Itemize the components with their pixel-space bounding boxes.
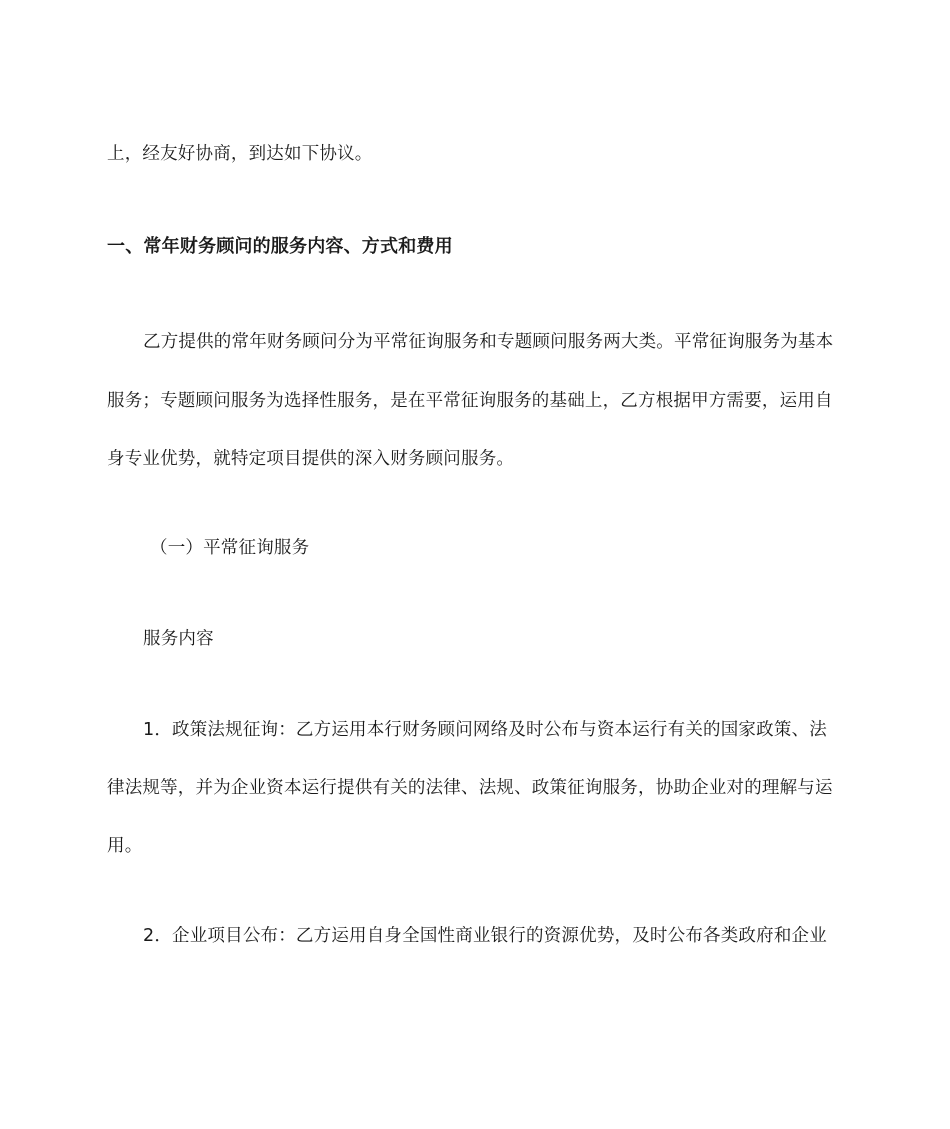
item1-line3: 用。 [107,836,143,856]
para1-line1: 乙方提供的常年财务顾问分为平常征询服务和专题顾问服务两大类。平常征询服务为基本 [143,332,834,352]
item1-line1: 1．政策法规征询：乙方运用本行财务顾问网络及时公布与资本运行有关的国家政策、法 [143,720,827,740]
subsection1-heading: （一）平常征询服务 [150,538,310,558]
item2-line1: 2．企业项目公布：乙方运用自身全国性商业银行的资源优势，及时公布各类政府和企业 [143,926,827,946]
para1-line2: 服务；专题顾问服务为选择性服务，是在平常征询服务的基础上，乙方根据甲方需要，运用自 [107,391,833,411]
para1-line3: 身专业优势，就特定项目提供的深入财务顾问服务。 [107,449,515,469]
intro-tail-text: 上，经友好协商，到达如下协议。 [107,144,373,164]
item1-line2: 律法规等，并为企业资本运行提供有关的法律、法规、政策征询服务，协助企业对的理解与运 [107,778,833,798]
section1-heading: 一、常年财务顾问的服务内容、方式和费用 [107,236,453,257]
service-content-label: 服务内容 [143,629,214,649]
